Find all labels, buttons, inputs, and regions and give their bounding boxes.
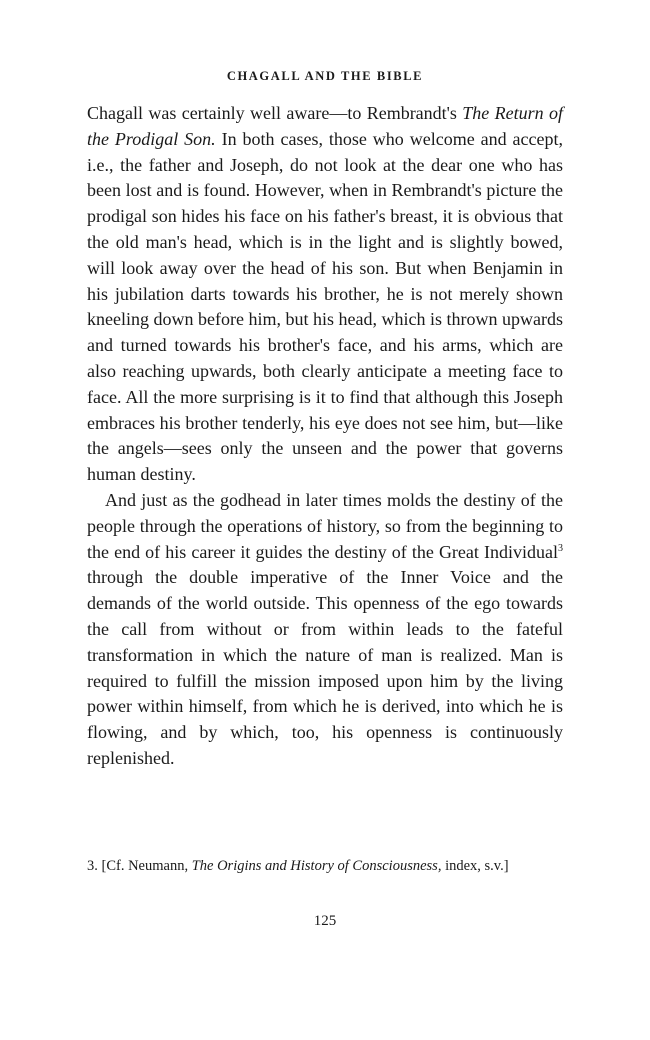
running-head: CHAGALL AND THE BIBLE — [226, 69, 424, 83]
paragraph-2-text-a: And just as the godhead in later times molds the destiny of the people through the operations of history, so from the beginning to the end of his career it guides the destiny of the Great Individual — [87, 489, 563, 562]
footnote — [87, 856, 563, 877]
paragraph-2 — [87, 488, 563, 772]
page-number: 125 — [313, 913, 337, 929]
paragraph-1 — [87, 101, 563, 488]
footnote-text-a: 3. [Cf. Neumann, — [87, 858, 192, 874]
paragraph-1-title: The Return of the Prodigal Son. — [87, 103, 563, 149]
body-text — [87, 101, 563, 772]
footnote-marker: 3 — [558, 542, 563, 554]
footnote-text-b: index, s.v.] — [441, 858, 509, 874]
paragraph-1-text-b: In both cases, those who welcome and accept, i.e., the father and Joseph, do not look at the dear one who has been lost and is found. However, when in Rembrandt's picture the prodigal son hides his face on his father's breast, it is obvious that the old man's head, which is in the light and is slightly bowed, will look away over the head of his son. But when Benjamin in his jubilation darts towards his brother, he is not merely shown kneeling down before him, but his head, which is thrown upwards and turned towards his brother's face, and his arms, which are also reaching upwards, both clearly anticipate a meeting face to face. All the more surprising is it to find that although this Joseph embraces his brother tenderly, his eye does not see him, but—like the angels—sees only the unseen and the power that governs human destiny. — [87, 128, 563, 485]
paragraph-1-text-a: Chagall was certainly well aware—to Rembrandt's — [87, 103, 463, 123]
footnote-title: The Origins and History of Consciousness, — [191, 858, 442, 874]
paragraph-2-text-b: through the double imperative of the Inner Voice and the demands of the world outside. This openness of the ego towards the call from without or from within leads to the fateful transformation in which the nature of man is realized. Man is required to fulfill the mission imposed upon him by the living power within himself, from which he is derived, into which he is flowing, and by which, too, his openness is continuously replenished. — [87, 567, 563, 768]
